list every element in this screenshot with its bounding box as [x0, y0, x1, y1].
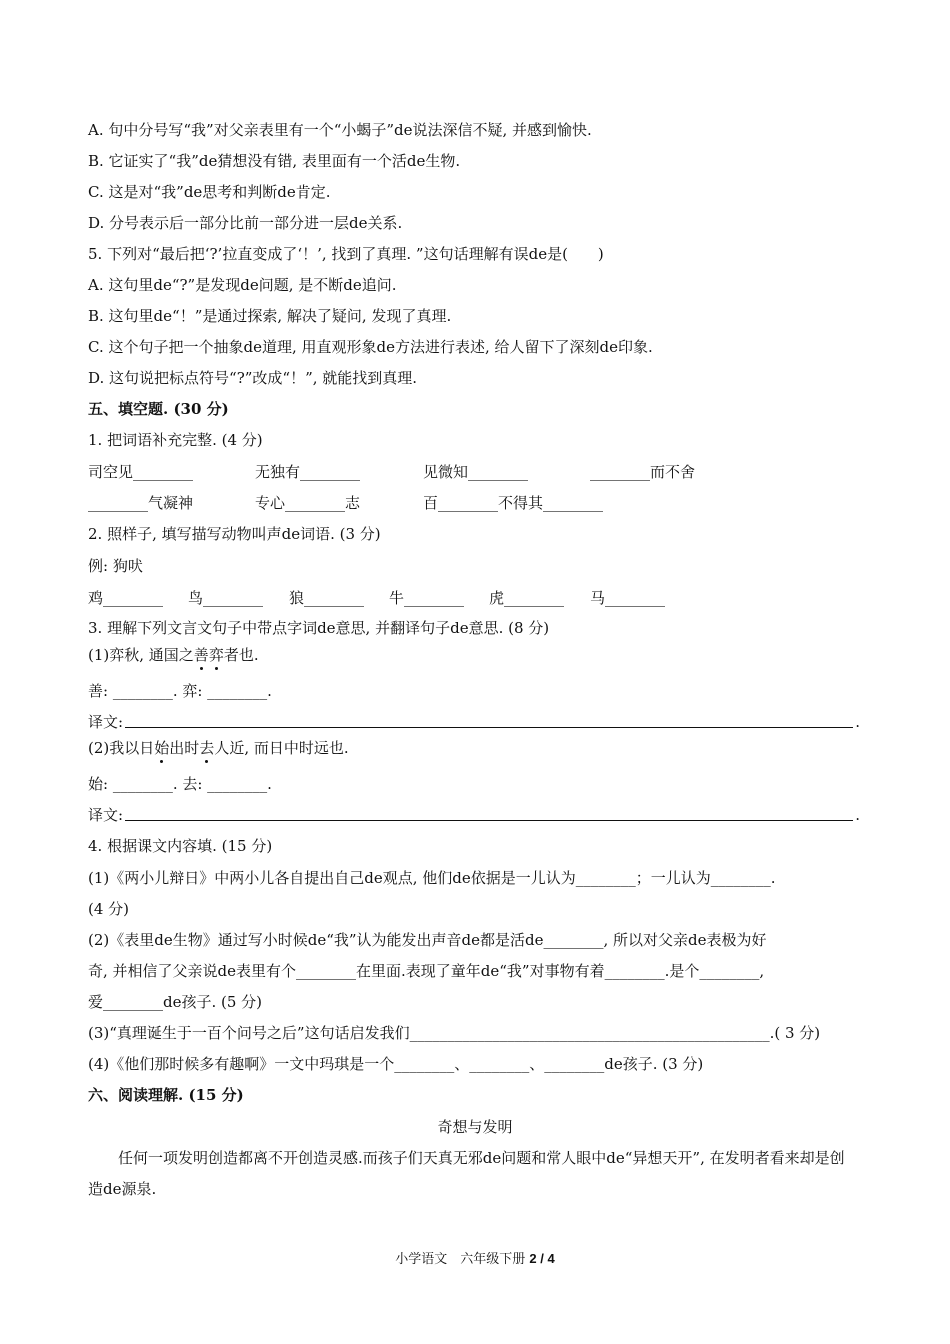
sentence-text: 人近, 而日中时远也. [214, 739, 349, 757]
idiom-blank-7: 百________不得其________ [423, 494, 604, 512]
classical-sentence-1 [88, 645, 259, 665]
animal-sound-blank: 牛________ [389, 589, 465, 607]
animal-sound-blank: 鸟________ [188, 589, 264, 607]
q5-stem: 5. 下列对“最后把‘?’拉直变成了‘！’, 找到了真理. ”这句话理解有误de是( ) [88, 245, 604, 263]
animal-sound-blank: 狼________ [289, 589, 365, 607]
fill-q4-part-2-line-2: 奇, 并相信了父亲说de表里有个________在里面.表现了童年de“我”对事物有着________.是个________, [88, 962, 765, 980]
translation-label: 译文: [88, 713, 124, 731]
sentence-number: (2) [88, 739, 110, 757]
passage-paragraph: 任何一项发明创造都离不开创造灵感.而孩子们天真无邪de问题和常人眼中de“异想天开”, 在发明者看来却是创造de源泉. [88, 1149, 845, 1198]
translation-blank [125, 805, 853, 821]
idiom-blank-1: 司空见________ [88, 463, 194, 481]
idiom-blank-3: 见微知________ [423, 463, 529, 481]
dotted-character: 去 [199, 739, 215, 757]
fill-q2-stem: 2. 照样子, 填写描写动物叫声de词语. (3 分) [88, 525, 381, 543]
sentence-2-word-blanks: 始: ________. 去: ________. [88, 775, 272, 793]
fill-q4-part-2-line-3: 爱________de孩子. (5 分) [88, 993, 263, 1011]
dotted-character: 弈 [208, 646, 224, 664]
sentence-text: 出时 [169, 739, 200, 757]
passage-title: 奇想与发明 [437, 1118, 513, 1136]
section-5-heading: 五、填空题. (30 分) [88, 400, 229, 418]
fill-q4-part-3: (3)“真理诞生于一百个问号之后”这句话启发我们________________________________________________.( 3 分) [88, 1024, 821, 1042]
fill-q4-part-4: (4)《他们那时候多有趣啊》一文中玛琪是一个________、________、________de孩子. (3 分) [88, 1055, 704, 1073]
fill-q4-part-1-score: (4 分) [88, 900, 130, 918]
fill-q4-part-2-line-1: (2)《表里de生物》通过写小时候de“我”认为能发出声音de都是活de________, 所以对父亲de表极为好 [88, 931, 767, 949]
q5-option-c: C. 这个句子把一个抽象de道理, 用直观形象de方法进行表述, 给人留下了深刻de印象. [88, 338, 653, 356]
section-6-heading: 六、阅读理解. (15 分) [88, 1086, 244, 1104]
q5-option-b: B. 这句里de“！”是通过探索, 解决了疑问, 发现了真理. [88, 307, 452, 325]
page-footer [0, 1249, 950, 1270]
period: . [855, 713, 860, 731]
translation-blank [125, 712, 853, 728]
translation-label: 译文: [88, 806, 124, 824]
fill-q2-example: 例: 狗吠 [88, 557, 143, 575]
fill-q1-stem: 1. 把词语补充完整. (4 分) [88, 431, 263, 449]
fill-q4-part-1: (1)《两小儿辩日》中两小儿各自提出自己de观点, 他们de依据是一儿认为________；一儿认为________. [88, 869, 776, 887]
q4-option-b: B. 它证实了“我”de猜想没有错, 表里面有一个活de生物. [88, 152, 461, 170]
dotted-character: 善 [193, 646, 209, 664]
sentence-text: 我以日 [109, 739, 155, 757]
q4-option-c: C. 这是对“我”de思考和判断de肯定. [88, 183, 331, 201]
translation-line-2 [88, 805, 860, 825]
page-number: 2 / 4 [529, 1251, 555, 1266]
translation-line-1 [88, 712, 860, 732]
animal-sound-blank: 鸡________ [88, 589, 164, 607]
idiom-blank-2: 无独有________ [255, 463, 361, 481]
dotted-character: 始 [154, 739, 170, 757]
idiom-blank-5: ________气凝神 [88, 494, 194, 512]
fill-q4-stem: 4. 根据课文内容填. (15 分) [88, 837, 273, 855]
period: . [855, 806, 860, 824]
sentence-number: (1) [88, 646, 110, 664]
classical-sentence-2 [88, 738, 349, 758]
footer-subject: 小学语文 六年级下册 [395, 1252, 526, 1267]
q5-option-d: D. 这句说把标点符号“?”改成“！”, 就能找到真理. [88, 369, 418, 387]
sentence-1-word-blanks: 善: ________. 弈: ________. [88, 682, 272, 700]
animal-sound-blank: 虎________ [489, 589, 565, 607]
sentence-text: 弈秋, 通国之 [109, 646, 194, 664]
animal-sound-blank: 马________ [590, 589, 666, 607]
idiom-blank-4: ________而不舍 [590, 463, 696, 481]
q4-option-d: D. 分号表示后一部分比前一部分进一层de关系. [88, 214, 403, 232]
sentence-text: 者也. [223, 646, 259, 664]
q4-option-a: A. 句中分号写“我”对父亲表里有一个“小蝎子”de说法深信不疑, 并感到愉快. [88, 121, 592, 139]
fill-q3-stem: 3. 理解下列文言文句子中带点字词de意思, 并翻译句子de意思. (8 分) [88, 619, 550, 637]
idiom-blank-6: 专心________志 [255, 494, 361, 512]
q5-option-a: A. 这句里de“?”是发现de问题, 是不断de追问. [88, 276, 397, 294]
